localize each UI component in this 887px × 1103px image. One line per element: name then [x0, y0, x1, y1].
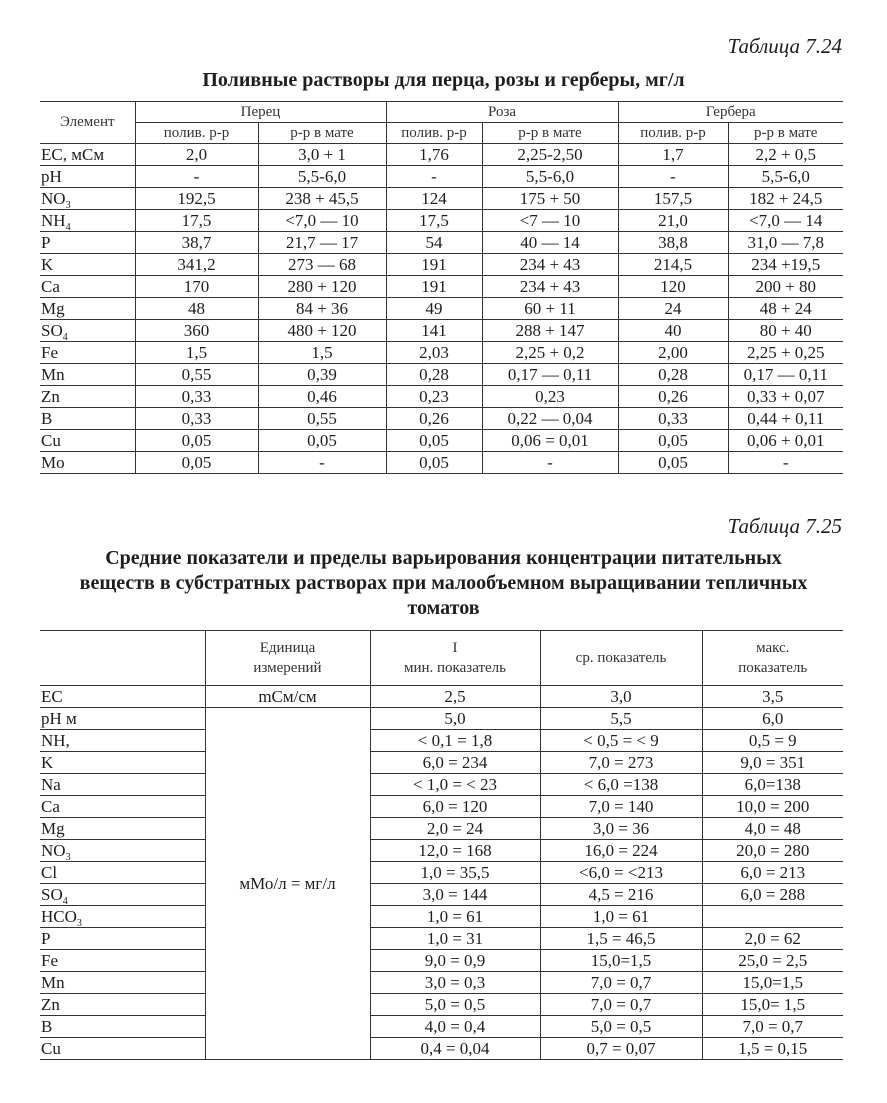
- table-row: [40, 1016, 843, 1038]
- value-cell: 4,5 = 216: [540, 884, 702, 906]
- table-title: Поливные растворы для перца, розы и герберы, мг/л: [202, 69, 685, 91]
- value-cell: 48 + 24: [728, 298, 843, 320]
- column-header: Элемент: [40, 102, 135, 144]
- value-cell: 6,0 = 213: [702, 862, 843, 884]
- value-cell: 7,0 = 0,7: [540, 972, 702, 994]
- value-cell: 288 + 147: [482, 320, 618, 342]
- element-cell: Na: [40, 774, 205, 796]
- value-cell: 0,28: [386, 364, 482, 386]
- element-cell: pH м: [40, 708, 205, 730]
- value-cell: < 1,0 = < 23: [370, 774, 540, 796]
- element-cell: EC, мСм: [40, 144, 135, 166]
- value-cell: 4,0 = 48: [702, 818, 843, 840]
- value-cell: 2,2 + 0,5: [728, 144, 843, 166]
- value-cell: 0,22 — 0,04: [482, 408, 618, 430]
- table-row: [40, 972, 843, 994]
- value-cell: 0,44 + 0,11: [728, 408, 843, 430]
- value-cell: 40: [618, 320, 728, 342]
- value-cell: 15,0=1,5: [540, 950, 702, 972]
- value-cell: 49: [386, 298, 482, 320]
- value-cell: 60 + 11: [482, 298, 618, 320]
- element-cell: Mg: [40, 818, 205, 840]
- table-row: [40, 364, 843, 386]
- element-cell: Zn: [40, 994, 205, 1016]
- title-line: веществ в субстратных растворах при малообъемном выращивании тепличных: [79, 572, 808, 594]
- element-cell: B: [40, 1016, 205, 1038]
- table-row: [40, 386, 843, 408]
- value-cell: 0,05: [618, 452, 728, 474]
- element-cell: K: [40, 752, 205, 774]
- value-cell: 0,06 + 0,01: [728, 430, 843, 452]
- nutrient-table-pepper-rose-gerbera: [40, 101, 843, 474]
- value-cell: 0,55: [135, 364, 258, 386]
- table-row: [40, 884, 843, 906]
- value-cell: 84 + 36: [258, 298, 386, 320]
- element-cell: P: [40, 928, 205, 950]
- value-cell: 0,4 = 0,04: [370, 1038, 540, 1060]
- element-cell: $NO_3$: [40, 840, 205, 862]
- column-header: р-р в мате: [482, 123, 618, 144]
- header-empty: [40, 631, 205, 686]
- value-cell: 4,0 = 0,4: [370, 1016, 540, 1038]
- value-cell: 0,05: [135, 452, 258, 474]
- element-cell: $HCO_3$: [40, 906, 205, 928]
- value-cell: 0,5 = 9: [702, 730, 843, 752]
- table-row: [40, 862, 843, 884]
- value-cell: 17,5: [386, 210, 482, 232]
- column-header-unit: Единица измерений: [205, 631, 370, 686]
- element-cell: K: [40, 254, 135, 276]
- element-cell: $SO_4$: [40, 884, 205, 906]
- value-cell: -: [258, 452, 386, 474]
- value-cell: 200 + 80: [728, 276, 843, 298]
- value-cell: < 0,5 = < 9: [540, 730, 702, 752]
- table-row: [40, 796, 843, 818]
- value-cell: 1,5: [135, 342, 258, 364]
- value-cell: 3,0: [540, 686, 702, 708]
- value-cell: 175 + 50: [482, 188, 618, 210]
- element-cell: Mg: [40, 298, 135, 320]
- element-cell: Cu: [40, 1038, 205, 1060]
- table-row: [40, 452, 843, 474]
- value-cell: 1,0 = 61: [540, 906, 702, 928]
- element-cell: pH: [40, 166, 135, 188]
- element-cell: Cu: [40, 430, 135, 452]
- value-cell: 38,8: [618, 232, 728, 254]
- value-cell: 5,0: [370, 708, 540, 730]
- value-cell: < 0,1 = 1,8: [370, 730, 540, 752]
- table-row: [40, 686, 843, 708]
- element-cell: Fe: [40, 342, 135, 364]
- table-row: [40, 188, 843, 210]
- table-row: [40, 708, 843, 730]
- value-cell: 0,17 — 0,11: [482, 364, 618, 386]
- value-cell: 1,5: [258, 342, 386, 364]
- value-cell: 5,5-6,0: [728, 166, 843, 188]
- value-cell: 2,25-2,50: [482, 144, 618, 166]
- value-cell: 234 +19,5: [728, 254, 843, 276]
- value-cell: 1,76: [386, 144, 482, 166]
- value-cell: 0,17 — 0,11: [728, 364, 843, 386]
- value-cell: 0,23: [386, 386, 482, 408]
- value-cell: -: [618, 166, 728, 188]
- value-cell: 480 + 120: [258, 320, 386, 342]
- value-cell: 214,5: [618, 254, 728, 276]
- value-cell: [702, 906, 843, 928]
- value-cell: 341,2: [135, 254, 258, 276]
- value-cell: 0,33: [618, 408, 728, 430]
- value-cell: 2,0: [135, 144, 258, 166]
- table-row: [40, 730, 843, 752]
- element-cell: Mo: [40, 452, 135, 474]
- value-cell: 192,5: [135, 188, 258, 210]
- value-cell: 0,28: [618, 364, 728, 386]
- value-cell: 0,7 = 0,07: [540, 1038, 702, 1060]
- value-cell: 6,0=138: [702, 774, 843, 796]
- value-cell: 3,5: [702, 686, 843, 708]
- table-row: [40, 210, 843, 232]
- value-cell: 2,5: [370, 686, 540, 708]
- value-cell: 15,0= 1,5: [702, 994, 843, 1016]
- table-row: [40, 254, 843, 276]
- element-cell: B: [40, 408, 135, 430]
- group-header: Гербера: [618, 102, 843, 123]
- element-cell: Cl: [40, 862, 205, 884]
- value-cell: 7,0 = 0,7: [540, 994, 702, 1016]
- value-cell: 0,05: [135, 430, 258, 452]
- value-cell: 12,0 = 168: [370, 840, 540, 862]
- value-cell: 7,0 = 140: [540, 796, 702, 818]
- column-header-avg: ср. показатель: [540, 631, 702, 686]
- value-cell: 238 + 45,5: [258, 188, 386, 210]
- value-cell: 141: [386, 320, 482, 342]
- value-cell: 2,25 + 0,2: [482, 342, 618, 364]
- table-row: [40, 906, 843, 928]
- element-cell: EC: [40, 686, 205, 708]
- value-cell: 0,05: [386, 430, 482, 452]
- table-row: [40, 994, 843, 1016]
- table-row: [40, 166, 843, 188]
- value-cell: 1,5 = 0,15: [702, 1038, 843, 1060]
- column-header: полив. р-р: [135, 123, 258, 144]
- value-cell: 15,0=1,5: [702, 972, 843, 994]
- table-row: [40, 408, 843, 430]
- value-cell: 7,0 = 273: [540, 752, 702, 774]
- value-cell: 0,55: [258, 408, 386, 430]
- value-cell: 5,5: [540, 708, 702, 730]
- value-cell: 6,0 = 234: [370, 752, 540, 774]
- value-cell: 0,46: [258, 386, 386, 408]
- title-line: томатов: [407, 597, 480, 619]
- table-row: [40, 840, 843, 862]
- value-cell: 1,5 = 46,5: [540, 928, 702, 950]
- table-row: [40, 774, 843, 796]
- table-row: [40, 320, 843, 342]
- value-cell: -: [482, 452, 618, 474]
- value-cell: 0,05: [386, 452, 482, 474]
- value-cell: 6,0: [702, 708, 843, 730]
- value-cell: 3,0 = 0,3: [370, 972, 540, 994]
- value-cell: 0,05: [258, 430, 386, 452]
- value-cell: 191: [386, 254, 482, 276]
- value-cell: 273 — 68: [258, 254, 386, 276]
- value-cell: 0,06 = 0,01: [482, 430, 618, 452]
- value-cell: 1,0 = 31: [370, 928, 540, 950]
- value-cell: 31,0 — 7,8: [728, 232, 843, 254]
- value-cell: -: [135, 166, 258, 188]
- value-cell: <7,0 — 14: [728, 210, 843, 232]
- value-cell: 3,0 + 1: [258, 144, 386, 166]
- table-title: [30, 546, 857, 621]
- value-cell: 234 + 43: [482, 254, 618, 276]
- value-cell: 21,7 — 17: [258, 232, 386, 254]
- value-cell: 6,0 = 120: [370, 796, 540, 818]
- table-label: Таблица 7.25: [727, 514, 842, 538]
- table-row: [40, 430, 843, 452]
- table-row: [40, 818, 843, 840]
- value-cell: 0,33: [135, 386, 258, 408]
- value-cell: 120: [618, 276, 728, 298]
- value-cell: 9,0 = 0,9: [370, 950, 540, 972]
- value-cell: 170: [135, 276, 258, 298]
- element-cell: Mn: [40, 364, 135, 386]
- value-cell: 360: [135, 320, 258, 342]
- value-cell: 24: [618, 298, 728, 320]
- value-cell: 54: [386, 232, 482, 254]
- value-cell: 0,23: [482, 386, 618, 408]
- value-cell: <7,0 — 10: [258, 210, 386, 232]
- table-row: [40, 232, 843, 254]
- value-cell: 40 — 14: [482, 232, 618, 254]
- value-cell: 0,33: [135, 408, 258, 430]
- value-cell: 1,0 = 61: [370, 906, 540, 928]
- table-row: [40, 144, 843, 166]
- value-cell: 80 + 40: [728, 320, 843, 342]
- value-cell: 5,5-6,0: [482, 166, 618, 188]
- value-cell: 48: [135, 298, 258, 320]
- value-cell: 0,26: [386, 408, 482, 430]
- value-cell: 0,26: [618, 386, 728, 408]
- element-cell: $NH_4$: [40, 210, 135, 232]
- value-cell: 0,33 + 0,07: [728, 386, 843, 408]
- element-cell: P: [40, 232, 135, 254]
- unit-cell: mСм/см: [205, 686, 370, 708]
- table-row: [40, 928, 843, 950]
- value-cell: 280 + 120: [258, 276, 386, 298]
- value-cell: <7 — 10: [482, 210, 618, 232]
- value-cell: 0,05: [618, 430, 728, 452]
- value-cell: 5,0 = 0,5: [370, 994, 540, 1016]
- value-cell: 2,25 + 0,25: [728, 342, 843, 364]
- value-cell: 124: [386, 188, 482, 210]
- value-cell: 5,0 = 0,5: [540, 1016, 702, 1038]
- merged-unit-cell: мМо/л = мг/л: [205, 708, 370, 1060]
- value-cell: 0,39: [258, 364, 386, 386]
- value-cell: 5,5-6,0: [258, 166, 386, 188]
- column-header: полив. р-р: [618, 123, 728, 144]
- element-cell: $SO_4$: [40, 320, 135, 342]
- value-cell: 2,0 = 62: [702, 928, 843, 950]
- value-cell: 182 + 24,5: [728, 188, 843, 210]
- element-cell: NH,: [40, 730, 205, 752]
- group-header: Роза: [386, 102, 618, 123]
- column-header: р-р в мате: [258, 123, 386, 144]
- column-header: полив. р-р: [386, 123, 482, 144]
- value-cell: 3,0 = 36: [540, 818, 702, 840]
- column-header-max: макс. показатель: [702, 631, 843, 686]
- value-cell: -: [728, 452, 843, 474]
- value-cell: <6,0 = <213: [540, 862, 702, 884]
- table-row: [40, 276, 843, 298]
- value-cell: 2,03: [386, 342, 482, 364]
- value-cell: 234 + 43: [482, 276, 618, 298]
- table-row: [40, 298, 843, 320]
- value-cell: 157,5: [618, 188, 728, 210]
- value-cell: -: [386, 166, 482, 188]
- element-cell: Ca: [40, 796, 205, 818]
- element-cell: Ca: [40, 276, 135, 298]
- column-header-min: I мин. показатель: [370, 631, 540, 686]
- group-header: Перец: [135, 102, 386, 123]
- value-cell: 16,0 = 224: [540, 840, 702, 862]
- value-cell: 10,0 = 200: [702, 796, 843, 818]
- element-cell: $NO_3$: [40, 188, 135, 210]
- value-cell: 3,0 = 144: [370, 884, 540, 906]
- table-row: [40, 950, 843, 972]
- value-cell: 191: [386, 276, 482, 298]
- value-cell: 38,7: [135, 232, 258, 254]
- value-cell: 25,0 = 2,5: [702, 950, 843, 972]
- nutrient-table-tomato: [40, 630, 843, 1060]
- table-row: [40, 752, 843, 774]
- value-cell: 1,0 = 35,5: [370, 862, 540, 884]
- table-label: Таблица 7.24: [727, 34, 842, 58]
- column-header: р-р в мате: [728, 123, 843, 144]
- value-cell: 7,0 = 0,7: [702, 1016, 843, 1038]
- value-cell: 9,0 = 351: [702, 752, 843, 774]
- element-cell: Zn: [40, 386, 135, 408]
- element-cell: Mn: [40, 972, 205, 994]
- value-cell: 2,00: [618, 342, 728, 364]
- value-cell: 20,0 = 280: [702, 840, 843, 862]
- value-cell: 1,7: [618, 144, 728, 166]
- value-cell: 17,5: [135, 210, 258, 232]
- table-row: [40, 342, 843, 364]
- element-cell: Fe: [40, 950, 205, 972]
- value-cell: 6,0 = 288: [702, 884, 843, 906]
- table-row: [40, 1038, 843, 1060]
- value-cell: 21,0: [618, 210, 728, 232]
- title-line: Средние показатели и пределы варьирования концентрации питательных: [105, 547, 782, 569]
- value-cell: 2,0 = 24: [370, 818, 540, 840]
- value-cell: < 6,0 =138: [540, 774, 702, 796]
